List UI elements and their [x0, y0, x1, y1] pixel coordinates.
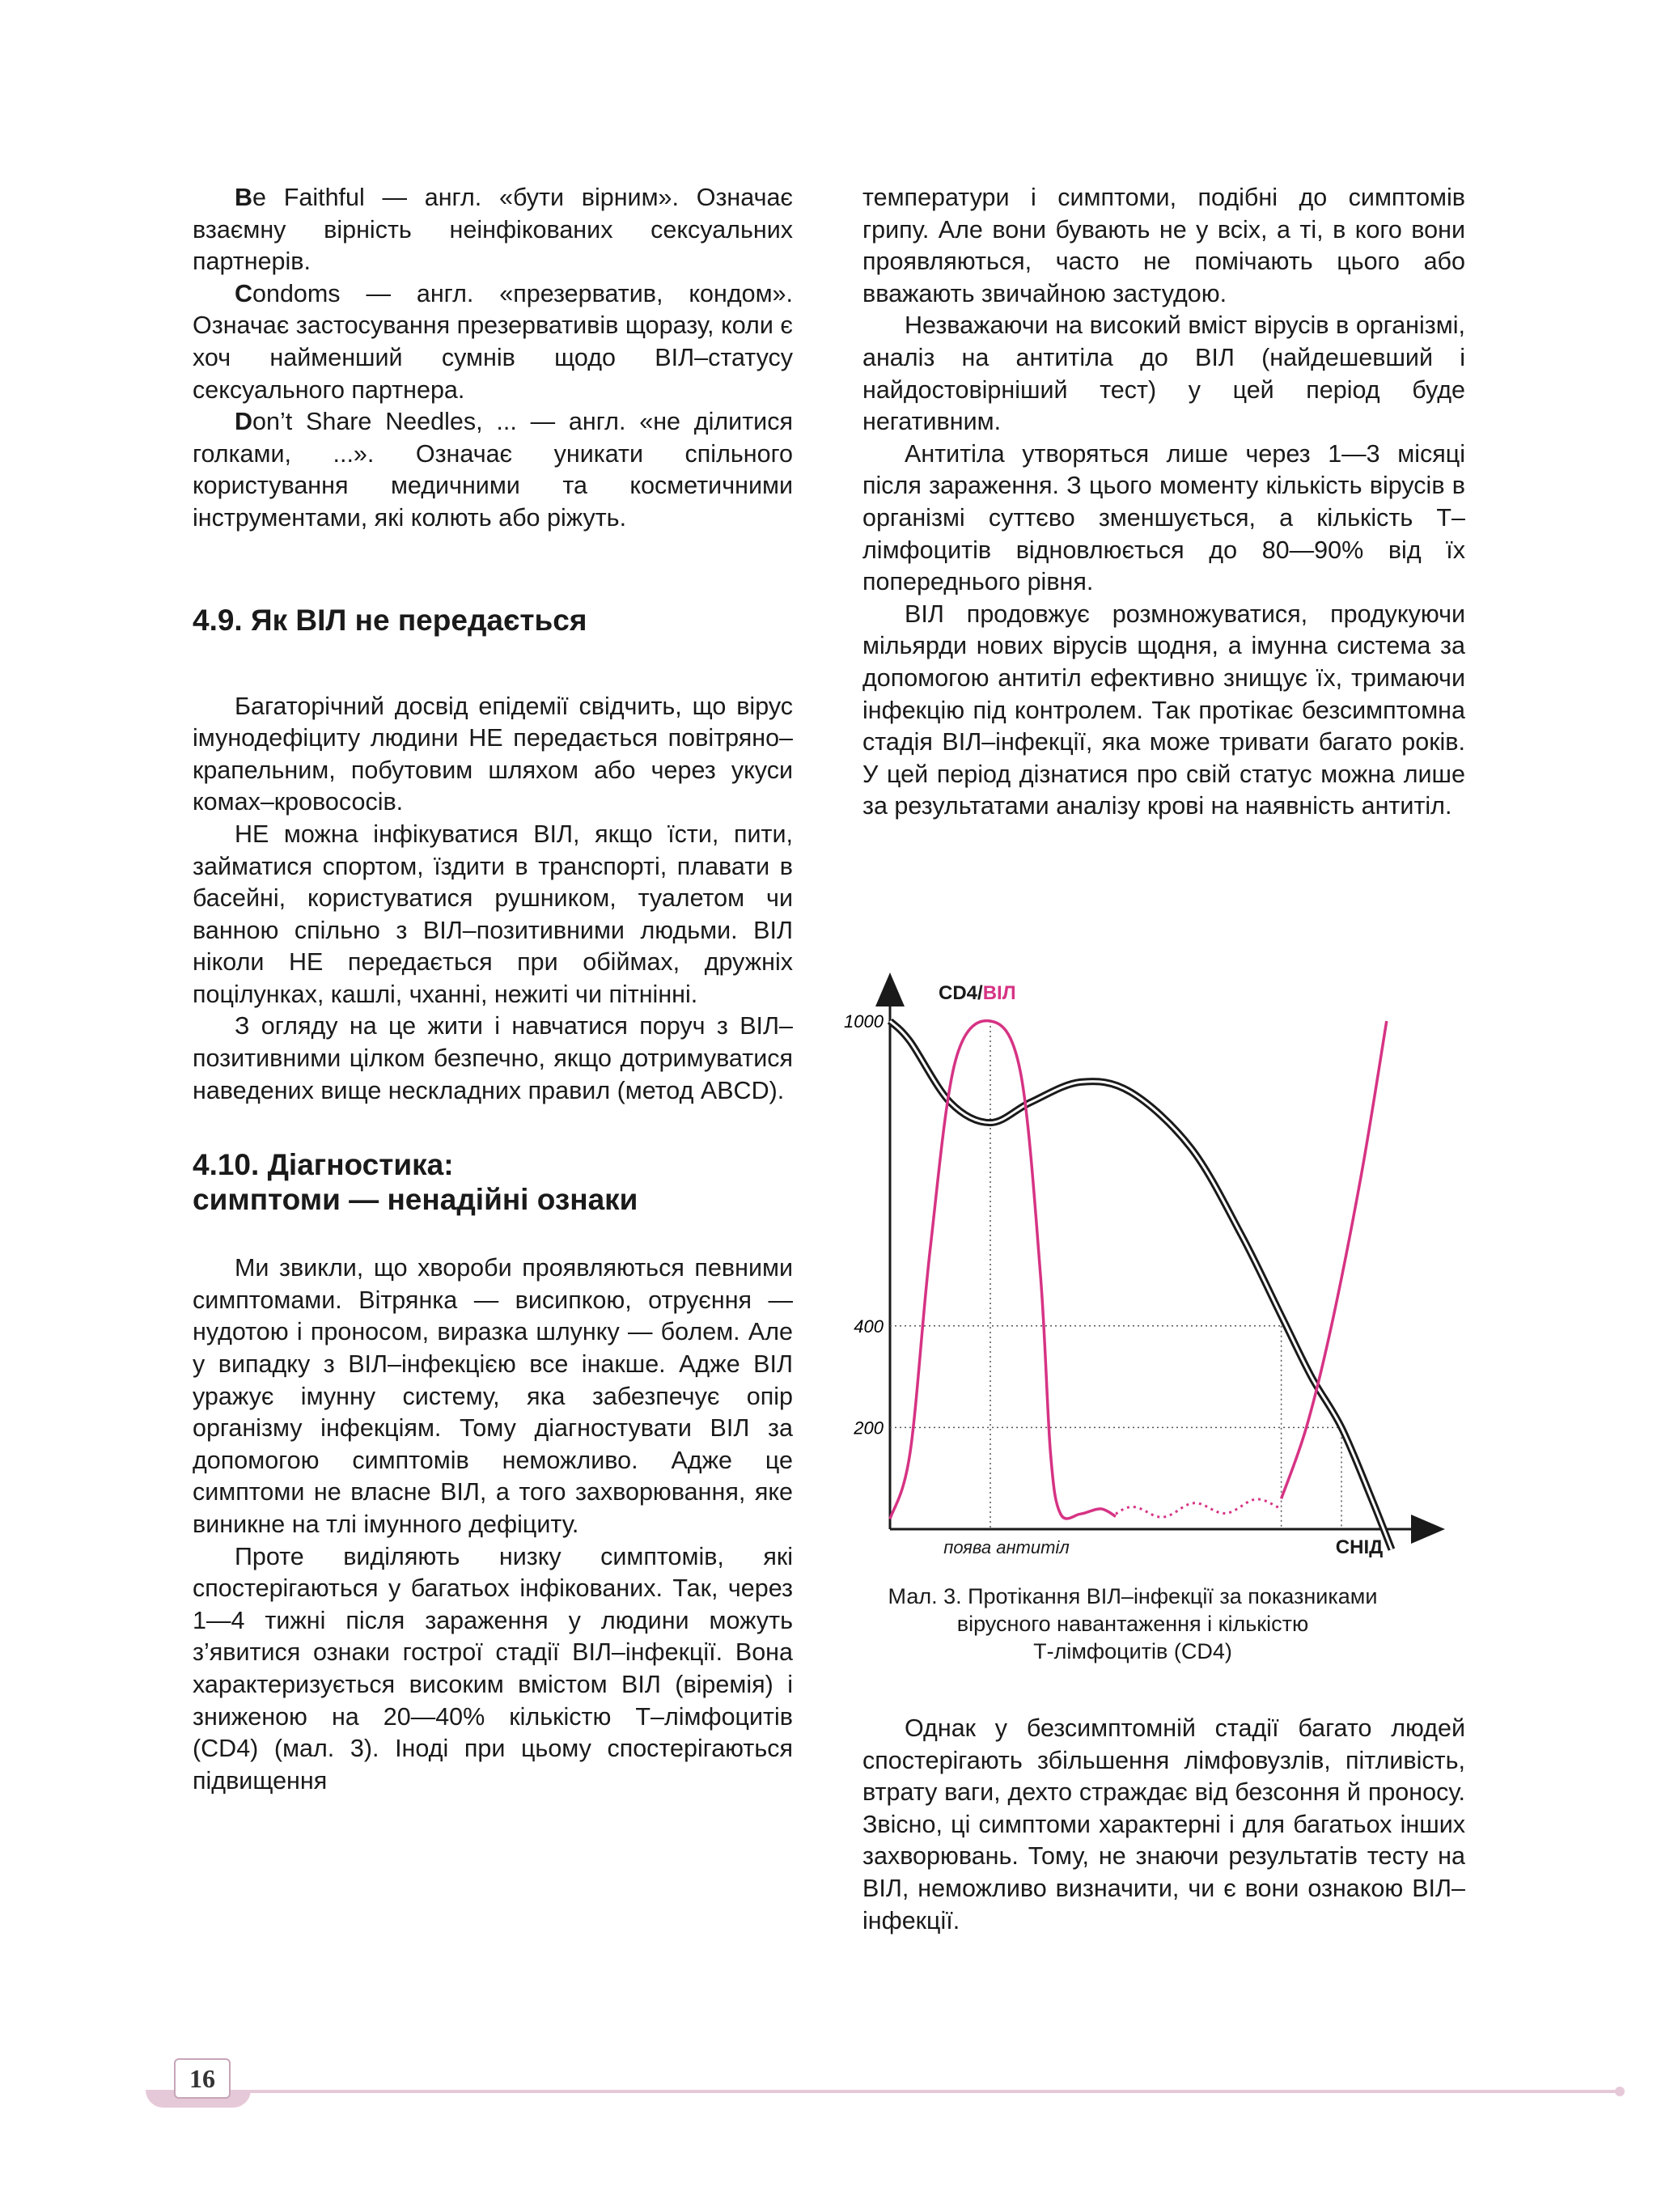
- left-column: [193, 182, 793, 1797]
- x-label-antibodies: поява антитіл: [943, 1537, 1070, 1557]
- x-label-aids: СНІД: [1335, 1536, 1384, 1558]
- section-4-10-paragraph: Ми звикли, що хвороби проявляються певними симптомами. Вітрянка — висипкою, отруєння — нудотою і проносом, виразка шлунку — болем. Але у випадку з ВІЛ–інфекцією все інакше. Адже ВІЛ уражує імунну систему, яка забезпечує опір організму інфекціям. Тому діагностувати ВІЛ за допомогою симптомів неможливо. Адже це симптоми не власне ВІЛ, а того захворювання, яке виникне на тлі імунного дефіциту.: [193, 1254, 793, 1538]
- right-paragraph: Незважаючи на високий вміст вірусів в організмі, аналіз на антитіла до ВІЛ (найдешевший і найдостовірніший тест) у цей період буде негативним.: [862, 311, 1465, 436]
- hiv-series-asymptomatic: [1116, 1499, 1282, 1517]
- section-4-10-heading: 4.10. Діагностика: симптоми — ненадійні ознаки: [193, 1148, 638, 1217]
- page-number: 16: [174, 2058, 231, 2099]
- y-tick-label: 200: [854, 1417, 884, 1439]
- abcd-item-c: Condoms — англ. «презерватив, кондом». Означає застосування презервативів щоразу, коли є хоч найменший сумнів щодо ВІЛ–статусу сексуального партнера.: [193, 279, 793, 404]
- right-column-bottom: [862, 1713, 1465, 1937]
- section-4-9-heading: 4.9. Як ВІЛ не передається: [193, 603, 587, 637]
- hiv-cd4-chart: [825, 963, 1456, 1578]
- section-4-9-paragraph: З огляду на це жити і навчатися поруч з ВІЛ–позитивними цілком безпечно, якщо дотримуватися наведених вище нескладних правил (метод ABCD).: [193, 1012, 793, 1104]
- figure-3: [825, 963, 1456, 1665]
- figure-caption: Мал. 3. Протікання ВІЛ–інфекції за показниками вірусного навантаження і кількістю Т-лімфоцитів (CD4): [888, 1584, 1378, 1663]
- footer-dot: [1615, 2087, 1625, 2096]
- section-4-9-paragraph: НЕ можна інфікуватися ВІЛ, якщо їсти, пити, займатися спортом, їздити в транспорті, плавати в басейні, користуватися рушником, туалетом чи ванною спільно з ВІЛ–позитивними людьми. ВІЛ ніколи НЕ передається при обіймах, дружніх поцілунках, кашлі, чханні, нежиті чи пітнінні.: [193, 820, 793, 1008]
- abcd-item-b: Be Faithful — англ. «бути вірним». Означає взаємну вірність неінфікованих сексуальних партнерів.: [193, 184, 793, 276]
- chart-title: CD4/ВІЛ: [939, 982, 1016, 1004]
- right-paragraph: ВІЛ продовжує розмножуватися, продукуючи мільярди нових вірусів щодня, а імунна система за допомогою антитіл ефективно знищує їх, тримаючи інфекцію під контролем. Так протікає безсимптомна стадія ВІЛ–інфекції, яка може тривати багато років. У цей період дізнатися про свій статус можна лише за результатами аналізу крові на наявність антитіл.: [862, 600, 1465, 820]
- y-tick-label: 1000: [844, 1011, 884, 1032]
- section-4-10-paragraph: Проте виділяють низку симптомів, які спостерігаються у багатьох інфікованих. Так, через 1—4 тижні після зараження у людини можуть з’явитися ознаки гострої стадії ВІЛ–інфекції. Вона характеризується високим вмістом ВІЛ (віремія) і зниженою на 20—40% кількістю Т–лімфоцитів (CD4) (мал. 3). Іноді при цьому спостерігаються підвищення: [193, 1542, 793, 1795]
- right-column: [862, 182, 1465, 823]
- footer-rule: [162, 2090, 1618, 2093]
- abcd-item-d: Don’t Share Needles, ... — англ. «не ділитися голками, ...». Означає уникати спільного користування медичними та косметичними інструментами, які колють або ріжуть.: [193, 408, 793, 532]
- right-paragraph: температури і симптоми, подібні до симптомів грипу. Але вони бувають не у всіх, а ті, в кого вони проявляються, часто не помічають цього або вважають звичайною застудою.: [862, 184, 1465, 307]
- section-4-9-paragraph: Багаторічний досвід епідемії свідчить, що вірус імунодефіциту людини НЕ передається повітряно–крапельним, побутовим шляхом або через укуси комах–кровососів.: [193, 692, 793, 816]
- right-paragraph: Антитіла утворяться лише через 1—3 місяці після зараження. З цього моменту кількість вірусів в організмі суттєво зменшується, а кількість Т–лімфоцитів відновлюється до 80—90% від їх попереднього рівня.: [862, 439, 1465, 596]
- right-bottom-paragraph: Однак у безсимптомній стадії багато людей спостерігають збільшення лімфовузлів, пітливість, втрату ваги, дехто страждає від безсоння й проносу. Звісно, ці симптоми характерні і для багатьох інших захворювань. Тому, не знаючи результатів тесту на ВІЛ, неможливо визначити, чи є вони ознакою ВІЛ–інфекції.: [862, 1714, 1465, 1934]
- y-tick-label: 400: [854, 1316, 884, 1337]
- cd4-series-line: [890, 1021, 1392, 1549]
